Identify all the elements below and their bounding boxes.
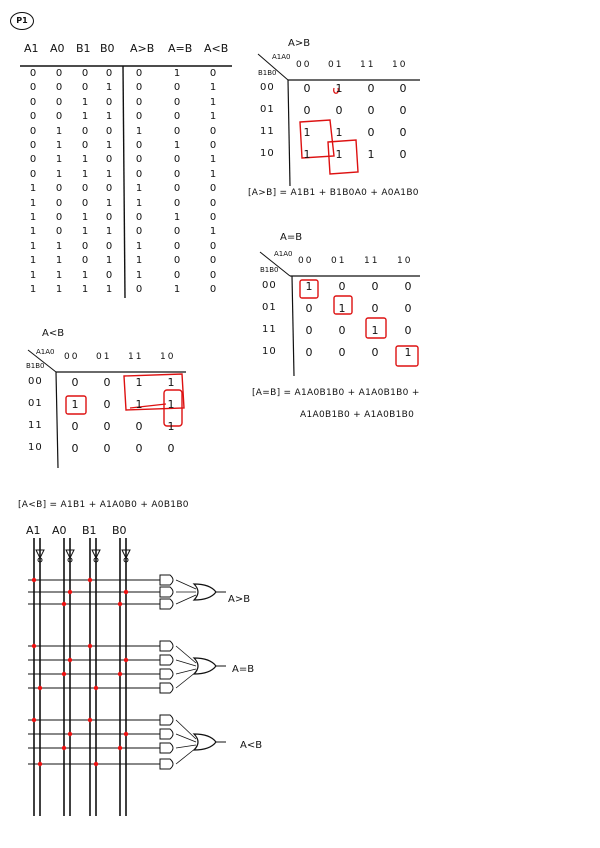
truth-table-cell: 0 xyxy=(209,240,217,252)
truth-table-cell: 1 xyxy=(105,140,113,151)
truth-table-cell: 0 xyxy=(135,96,143,108)
truth-table-cell: 0 xyxy=(55,68,63,79)
kmap-cell-value: 1 xyxy=(305,280,313,293)
truth-table-cell: 1 xyxy=(173,140,181,151)
kmap-col-label: 10 xyxy=(160,352,176,362)
or-gate-icon xyxy=(194,734,216,750)
kmap-row-label: 00 xyxy=(262,280,277,291)
truth-table-cell: 1 xyxy=(105,284,113,295)
truth-table-cell: 0 xyxy=(209,68,217,79)
and-gate-icon xyxy=(160,575,173,585)
kmap-row-label: 01 xyxy=(262,302,277,313)
output-label-lt: A<B xyxy=(240,740,263,751)
truth-table-cell: 1 xyxy=(209,82,217,94)
kmap-cell-value: 0 xyxy=(404,324,412,337)
truth-table-cell: 0 xyxy=(29,154,37,166)
truth-table-cell: 0 xyxy=(173,255,181,267)
truth-table-cell: 1 xyxy=(135,183,143,195)
and-gate-icon xyxy=(160,743,173,753)
output-label-eq: A=B xyxy=(232,664,255,675)
truth-table-cell: 1 xyxy=(55,255,63,267)
kmap-cell-value: 0 xyxy=(371,280,379,293)
kmap-gt xyxy=(252,38,432,198)
junction-dot xyxy=(68,658,72,662)
page-number-badge: P1 xyxy=(10,12,34,30)
truth-table-cell: 0 xyxy=(135,226,143,238)
kmap-eq-expression-line1: [A=B] = A1A0B1B0 + A1A0B1B0 + xyxy=(252,388,420,398)
truth-table-cell: 1 xyxy=(81,269,89,281)
truth-table-cell: 1 xyxy=(173,212,181,223)
kmap-cell-value: 0 xyxy=(338,346,346,359)
truth-table-cell: 0 xyxy=(173,269,181,281)
kmap-gt-corner-bottom: B1B0 xyxy=(258,69,277,77)
truth-table-cell: 0 xyxy=(81,68,89,79)
junction-dot xyxy=(62,602,66,606)
truth-table-cell: 0 xyxy=(135,111,143,123)
truth-table-cell: 0 xyxy=(105,183,113,195)
kmap-gt-expression: [A>B] = A1B1 + B1B0A0 + A0A1B0 xyxy=(248,188,419,198)
truth-table-cell: 0 xyxy=(105,68,113,79)
junction-dot xyxy=(124,658,128,662)
kmap-cell-value: 0 xyxy=(305,324,313,337)
input-label-a1: A1 xyxy=(26,524,41,537)
junction-dot xyxy=(118,746,122,750)
or-input-line xyxy=(176,745,196,748)
truth-table-cell: 0 xyxy=(55,212,63,223)
truth-table-cell: 1 xyxy=(173,68,181,79)
or-input-line xyxy=(176,580,196,589)
kmap-cell-value: 0 xyxy=(303,104,311,117)
kmap-cell-value: 0 xyxy=(399,148,407,161)
kmap-cell-value: 1 xyxy=(335,82,343,95)
truth-table-cell: 1 xyxy=(29,269,37,281)
kmap-col-label: 00 xyxy=(64,352,80,362)
kmap-cell-value: 0 xyxy=(167,442,175,455)
kmap-cell-value: 0 xyxy=(103,420,111,433)
truth-table-cell: 0 xyxy=(135,168,143,180)
kmap-cell-value: 0 xyxy=(371,346,379,359)
and-gate-icon xyxy=(160,599,173,609)
kmap-row-label: 11 xyxy=(28,420,43,431)
truth-table-cell: 0 xyxy=(29,168,37,180)
kmap-cell-value: 1 xyxy=(303,148,311,161)
junction-dot xyxy=(124,590,128,594)
kmap-cell-value: 0 xyxy=(103,398,111,411)
truth-table-cell: 1 xyxy=(105,197,113,209)
kmap-row-label: 10 xyxy=(260,148,275,159)
kmap-cell-value: 0 xyxy=(404,302,412,315)
junction-dot xyxy=(68,732,72,736)
kmap-cell-value: 0 xyxy=(338,280,346,293)
truth-table-cell: 1 xyxy=(105,82,113,94)
truth-table-cell: 0 xyxy=(173,82,181,94)
truth-table-cell: 0 xyxy=(173,96,181,108)
truth-table-cell: 0 xyxy=(173,125,181,137)
junction-dot xyxy=(32,718,36,722)
truth-table-cell: 0 xyxy=(173,183,181,195)
truth-table-cell: 0 xyxy=(81,255,89,267)
kmap-lt-title: A<B xyxy=(42,328,65,339)
truth-table-cell: 0 xyxy=(135,82,143,94)
kmap-cell-value: 1 xyxy=(371,324,379,337)
truth-table-cell: 0 xyxy=(173,226,181,238)
kmap-cell-value: 0 xyxy=(371,302,379,315)
kmap-col-label: 01 xyxy=(328,60,344,70)
truth-table-cell: 1 xyxy=(81,111,89,123)
truth-table-cell: 0 xyxy=(135,284,143,295)
kmap-col-label: 10 xyxy=(392,60,408,70)
truth-table-cell: 0 xyxy=(135,212,143,223)
kmap-col-label: 01 xyxy=(96,352,112,362)
truth-table-header-cell: A0 xyxy=(50,42,65,55)
junction-dot xyxy=(38,686,42,690)
or-gate-icon xyxy=(194,584,216,600)
truth-table-cell: 0 xyxy=(29,96,37,108)
truth-table-cell: 0 xyxy=(209,284,217,295)
or-input-line xyxy=(176,669,196,674)
truth-table-cell: 1 xyxy=(81,154,89,166)
kmap-cell-value: 0 xyxy=(338,324,346,337)
junction-dot xyxy=(94,686,98,690)
truth-table-cell: 0 xyxy=(209,212,217,223)
kmap-row-label: 10 xyxy=(262,346,277,357)
kmap-cell-value: 0 xyxy=(135,442,143,455)
truth-table-header-cell: A=B xyxy=(168,42,193,55)
truth-table-cell: 0 xyxy=(105,96,113,108)
truth-table-cell: 0 xyxy=(55,226,63,238)
kmap-col-label: 10 xyxy=(397,256,413,266)
junction-dot xyxy=(62,746,66,750)
kmap-cell-value: 0 xyxy=(305,302,313,315)
truth-table-cell: 1 xyxy=(135,125,143,137)
kmap-col-label: 11 xyxy=(128,352,144,362)
truth-table-header-cell: A1 xyxy=(24,42,39,55)
kmap-cell-value: 1 xyxy=(303,126,311,139)
junction-dot xyxy=(68,590,72,594)
logic-circuit xyxy=(20,520,300,820)
kmap-col-label: 11 xyxy=(360,60,376,70)
kmap-eq-expression-line2: A1A0B1B0 + A1A0B1B0 xyxy=(300,410,415,420)
junction-dot xyxy=(118,602,122,606)
kmap-cell-value: 0 xyxy=(335,104,343,117)
truth-table-cell: 0 xyxy=(55,82,63,94)
truth-table-cell: 1 xyxy=(135,269,143,281)
truth-table-cell: 1 xyxy=(29,226,37,238)
truth-table-cell: 0 xyxy=(173,240,181,252)
kmap-cell-value: 0 xyxy=(404,280,412,293)
truth-table-cell: 0 xyxy=(81,125,89,137)
truth-table-cell: 0 xyxy=(209,183,217,195)
kmap-row-label: 00 xyxy=(260,82,275,93)
truth-table-cell: 0 xyxy=(173,197,181,209)
truth-table-cell: 1 xyxy=(29,197,37,209)
kmap-cell-value: 1 xyxy=(167,376,175,389)
truth-table-cell: 0 xyxy=(209,269,217,281)
kmap-cell-value: 0 xyxy=(103,442,111,455)
kmap-cell-value: 0 xyxy=(305,346,313,359)
truth-table-cell: 1 xyxy=(55,140,63,151)
truth-table-cell: 0 xyxy=(29,68,37,79)
kmap-cell-value: 0 xyxy=(399,82,407,95)
junction-dot xyxy=(32,578,36,582)
kmap-cell-value: 0 xyxy=(71,420,79,433)
kmap-lt xyxy=(26,328,196,478)
truth-table-cell: 0 xyxy=(29,111,37,123)
kmap-gt-title: A>B xyxy=(288,38,311,49)
truth-table-cell: 1 xyxy=(209,168,217,180)
truth-table-cell: 0 xyxy=(173,111,181,123)
or-input-line xyxy=(176,595,196,604)
kmap-cell-value: 1 xyxy=(338,302,346,315)
kmap-cell-value: 1 xyxy=(404,346,412,359)
truth-table-cell: 1 xyxy=(29,284,37,295)
kmap-cell-value: 1 xyxy=(335,148,343,161)
truth-table-cell: 0 xyxy=(135,154,143,166)
and-gate-icon xyxy=(160,715,173,725)
truth-table-cell: 1 xyxy=(105,226,113,238)
or-input-line xyxy=(176,646,196,663)
kmap-eq xyxy=(254,232,434,392)
truth-table-cell: 1 xyxy=(105,111,113,123)
truth-table-cell: 0 xyxy=(81,240,89,252)
and-gate-icon xyxy=(160,641,173,651)
truth-table-header-cell: A>B xyxy=(130,42,155,55)
truth-table-body xyxy=(20,68,235,300)
input-label-b1: B1 xyxy=(82,524,97,537)
or-gate-icon xyxy=(194,658,216,674)
kmap-row-label: 11 xyxy=(260,126,275,137)
kmap-cell-value: 0 xyxy=(135,420,143,433)
truth-table-cell: 0 xyxy=(105,125,113,137)
truth-table-cell: 0 xyxy=(105,240,113,252)
circuit-wiring xyxy=(20,520,300,820)
kmap-row-label: 00 xyxy=(28,376,43,387)
kmap-cell-value: 1 xyxy=(167,398,175,411)
truth-table-cell: 0 xyxy=(209,197,217,209)
truth-table-cell: 1 xyxy=(55,125,63,137)
kmap-cell-value: 1 xyxy=(71,398,79,411)
truth-table-cell: 0 xyxy=(173,168,181,180)
junction-dot xyxy=(62,672,66,676)
truth-table-cell: 0 xyxy=(135,68,143,79)
kmap-lt-corner-top: A1A0 xyxy=(36,348,55,356)
truth-table-cell: 0 xyxy=(173,154,181,166)
truth-table xyxy=(20,40,235,300)
kmap-lt-expression: [A<B] = A1B1 + A1A0B0 + A0B1B0 xyxy=(18,500,189,510)
truth-table-cell: 0 xyxy=(55,183,63,195)
kmap-eq-title: A=B xyxy=(280,232,303,243)
kmap-cell-value: 1 xyxy=(167,420,175,433)
truth-table-cell: 1 xyxy=(55,240,63,252)
kmap-row-label: 01 xyxy=(28,398,43,409)
truth-table-cell: 1 xyxy=(29,212,37,223)
truth-table-cell: 0 xyxy=(81,197,89,209)
output-label-gt: A>B xyxy=(228,594,251,605)
and-gate-icon xyxy=(160,587,173,597)
and-gate-icon xyxy=(160,729,173,739)
kmap-gt-corner-top: A1A0 xyxy=(272,53,291,61)
kmap-cell-value: 0 xyxy=(399,104,407,117)
truth-table-cell: 1 xyxy=(81,212,89,223)
truth-table-cell: 0 xyxy=(209,140,217,151)
and-gate-icon xyxy=(160,683,173,693)
truth-table-cell: 1 xyxy=(55,168,63,180)
junction-dot xyxy=(88,644,92,648)
kmap-cell-value: 0 xyxy=(399,126,407,139)
input-label-a0: A0 xyxy=(52,524,67,537)
kmap-eq-corner-bottom: B1B0 xyxy=(260,266,279,274)
truth-table-header-cell: B1 xyxy=(76,42,91,55)
truth-table-cell: 0 xyxy=(135,140,143,151)
kmap-cell-value: 1 xyxy=(135,376,143,389)
truth-table-cell: 1 xyxy=(135,255,143,267)
truth-table-cell: 1 xyxy=(55,154,63,166)
truth-table-cell: 0 xyxy=(29,82,37,94)
kmap-row-label: 01 xyxy=(260,104,275,115)
kmap-col-label: 00 xyxy=(298,256,314,266)
truth-table-cell: 1 xyxy=(29,240,37,252)
truth-table-cell: 0 xyxy=(55,96,63,108)
truth-table-cell: 0 xyxy=(105,212,113,223)
truth-table-cell: 1 xyxy=(135,240,143,252)
input-label-b0: B0 xyxy=(112,524,127,537)
junction-dot xyxy=(118,672,122,676)
truth-table-cell: 1 xyxy=(209,96,217,108)
truth-table-header-cell: B0 xyxy=(100,42,115,55)
truth-table-cell: 0 xyxy=(209,125,217,137)
truth-table-cell: 1 xyxy=(135,197,143,209)
or-input-line xyxy=(176,720,196,739)
kmap-cell-value: 0 xyxy=(303,82,311,95)
or-input-line xyxy=(176,734,196,742)
junction-dot xyxy=(32,644,36,648)
kmap-cell-value: 0 xyxy=(367,126,375,139)
truth-table-cell: 1 xyxy=(105,255,113,267)
truth-table-cell: 1 xyxy=(173,284,181,295)
truth-table-cell: 1 xyxy=(209,226,217,238)
kmap-col-label: 01 xyxy=(331,256,347,266)
kmap-cell-value: 0 xyxy=(367,82,375,95)
truth-table-cell: 1 xyxy=(209,111,217,123)
truth-table-cell: 1 xyxy=(81,284,89,295)
kmap-cell-value: 1 xyxy=(367,148,375,161)
truth-table-cell: 0 xyxy=(105,154,113,166)
truth-table-cell: 0 xyxy=(105,269,113,281)
kmap-cell-value: 0 xyxy=(103,376,111,389)
kmap-row-label: 10 xyxy=(28,442,43,453)
truth-table-cell: 0 xyxy=(55,111,63,123)
kmap-cell-value: 0 xyxy=(367,104,375,117)
truth-table-cell: 1 xyxy=(209,154,217,166)
truth-table-cell: 0 xyxy=(81,82,89,94)
truth-table-cell: 1 xyxy=(81,168,89,180)
truth-table-cell: 0 xyxy=(55,197,63,209)
kmap-lt-corner-bottom: B1B0 xyxy=(26,362,45,370)
truth-table-cell: 0 xyxy=(81,140,89,151)
truth-table-cell: 1 xyxy=(55,269,63,281)
truth-table-cell: 1 xyxy=(29,183,37,195)
truth-table-cell: 1 xyxy=(55,284,63,295)
kmap-col-label: 00 xyxy=(296,60,312,70)
kmap-cell-value: 0 xyxy=(71,376,79,389)
junction-dot xyxy=(38,762,42,766)
kmap-cell-value: 1 xyxy=(135,398,143,411)
junction-dot xyxy=(94,762,98,766)
truth-table-cell: 0 xyxy=(81,183,89,195)
and-gate-icon xyxy=(160,669,173,679)
and-gate-icon xyxy=(160,655,173,665)
truth-table-cell: 0 xyxy=(29,125,37,137)
truth-table-cell: 0 xyxy=(209,255,217,267)
truth-table-cell: 1 xyxy=(29,255,37,267)
kmap-cell-value: 1 xyxy=(335,126,343,139)
truth-table-cell: 0 xyxy=(29,140,37,151)
truth-table-header-cell: A<B xyxy=(204,42,229,55)
truth-table-cell: 1 xyxy=(81,226,89,238)
kmap-col-label: 11 xyxy=(364,256,380,266)
and-gate-icon xyxy=(160,759,173,769)
junction-dot xyxy=(88,718,92,722)
truth-table-cell: 1 xyxy=(105,168,113,180)
junction-dot xyxy=(88,578,92,582)
truth-table-cell: 1 xyxy=(81,96,89,108)
kmap-row-label: 11 xyxy=(262,324,277,335)
junction-dot xyxy=(124,732,128,736)
kmap-eq-corner-top: A1A0 xyxy=(274,250,293,258)
kmap-cell-value: 0 xyxy=(71,442,79,455)
